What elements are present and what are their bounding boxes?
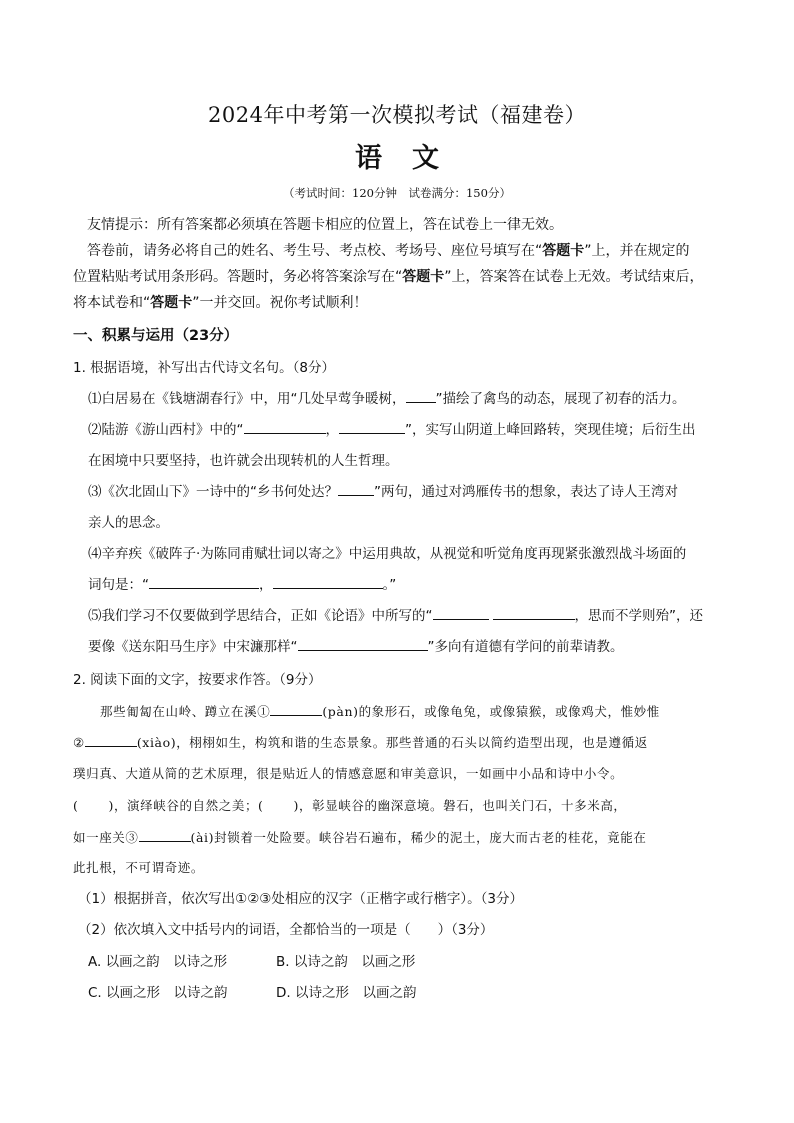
passage-line-2: ② (xiào)，栩栩如生，构筑和谐的生态景象。那些普通的石头以简约造型出现，也是遵循返 [73, 732, 725, 753]
question-1-item-4-cont: 词句是：“ ， 。” [88, 574, 728, 596]
answer-blank [270, 701, 322, 716]
notice-line-4: 将本试卷和“答题卡”一并交回。祝你考试顺利！ [73, 295, 368, 311]
answer-blank [406, 388, 436, 403]
passage-line-3: 璞归真、大道从简的艺术原理，很是贴近人的情感意愿和审美意识，一如画中小品和诗中小令。 [73, 766, 624, 781]
option-b: B. 以诗之韵 以画之形 [276, 954, 416, 970]
question-1-item-2: ⑵陆游《游山西村》中的“ ， ”，实写山阴道上峰回路转，突现佳境；后衍生出 [88, 419, 728, 441]
question-2-head: 2. 阅读下面的文字，按要求作答。（9分） [73, 672, 322, 688]
subject-char-right: 文 [412, 143, 439, 174]
exam-info: （考试时间：120分钟 试卷满分：150分） [283, 186, 511, 200]
passage-line-4: ( )，演绎峡谷的自然之美；( )，彰显峡谷的幽深意境。磐石，也叫关门石，十多米高， [73, 798, 627, 813]
answer-blank [85, 732, 137, 747]
answer-card-term: 答题卡 [150, 295, 193, 311]
option-d: D. 以诗之形 以画之韵 [276, 985, 417, 1001]
notice-line-2: 答卷前，请务必将自己的姓名、考生号、考点校、考场号、座位号填写在“答题卡”上，并在规定的 [87, 243, 690, 259]
question-1-item-5-cont: 要像《送东阳马生序》中宋濂那样“ ”多向有道德有学问的前辈请教。 [88, 636, 728, 658]
answer-blank [338, 481, 374, 496]
answer-blank [244, 419, 326, 434]
notice-line-1: 友情提示：所有答案都必须填在答题卡相应的位置上，答在试卷上一律无效。 [87, 217, 563, 233]
passage-line-5: 如一座关③ (ài)封锁着一处险要。峡谷岩石遍布，稀少的泥土，庞大而古老的桂花，竟能在 [73, 827, 725, 848]
question-1-item-2-cont: 在困境中只要坚持，也许就会出现转机的人生哲理。 [88, 453, 399, 469]
answer-card-term: 答题卡 [542, 243, 585, 259]
answer-blank [433, 605, 489, 620]
answer-blank [298, 636, 428, 651]
option-a: A. 以画之韵 以诗之形 [88, 954, 228, 970]
question-1-item-5: ⑸我们学习不仅要做到学思结合，正如《论语》中所写的“ ，思而不学则殆”，还 [88, 605, 728, 627]
notice-line-3: 位置粘贴考试用条形码。答题时，务必将答案涂写在“答题卡”上，答案答在试卷上无效。考试结束后， [73, 269, 704, 285]
question-1-item-3: ⑶《次北固山下》一诗中的“乡书何处达？ ”两句，通过对鸿雁传书的想象，表达了诗人王湾对 [88, 481, 728, 503]
question-1-head: 1. 根据语境，补写出古代诗文名句。（8分） [73, 360, 336, 376]
answer-blank [149, 574, 259, 589]
answer-blank [273, 574, 383, 589]
passage-line-6: 此扎根，不可谓奇迹。 [73, 860, 205, 875]
question-1-item-1: ⑴白居易在《钱塘湖春行》中，用“几处早莺争暖树， ”描绘了禽鸟的动态，展现了初春的活力。 [88, 388, 728, 410]
question-2-sub-1: （1）根据拼音，依次写出①②③处相应的汉字（正楷字或行楷字）。（3分） [78, 891, 523, 907]
subject-title [0, 140, 794, 178]
subject-char-left: 语 [355, 143, 382, 174]
answer-blank [139, 827, 191, 842]
section-heading: 一、积累与运用（23分） [73, 328, 239, 344]
passage-line-1: 那些匍匐在山岭、蹲立在溪① (pàn)的象形石，或像龟兔，或像猿猴，或像鸡犬，惟妙惟 [100, 701, 725, 722]
question-1-item-4: ⑷辛弃疾《破阵子·为陈同甫赋壮词以寄之》中运用典故，从视觉和听觉角度再现紧张激烈战斗场面的 [88, 546, 687, 562]
answer-card-term: 答题卡 [402, 269, 445, 285]
question-2-sub-2: （2）依次填入文中括号内的词语，全都恰当的一项是（ ）（3分） [78, 922, 494, 938]
answer-blank [493, 605, 575, 620]
question-1-item-3-cont: 亲人的思念。 [88, 515, 169, 531]
option-c: C. 以画之形 以诗之韵 [88, 985, 228, 1001]
answer-blank [339, 419, 405, 434]
exam-title: 2024年中考第一次模拟考试（福建卷） [208, 103, 586, 127]
